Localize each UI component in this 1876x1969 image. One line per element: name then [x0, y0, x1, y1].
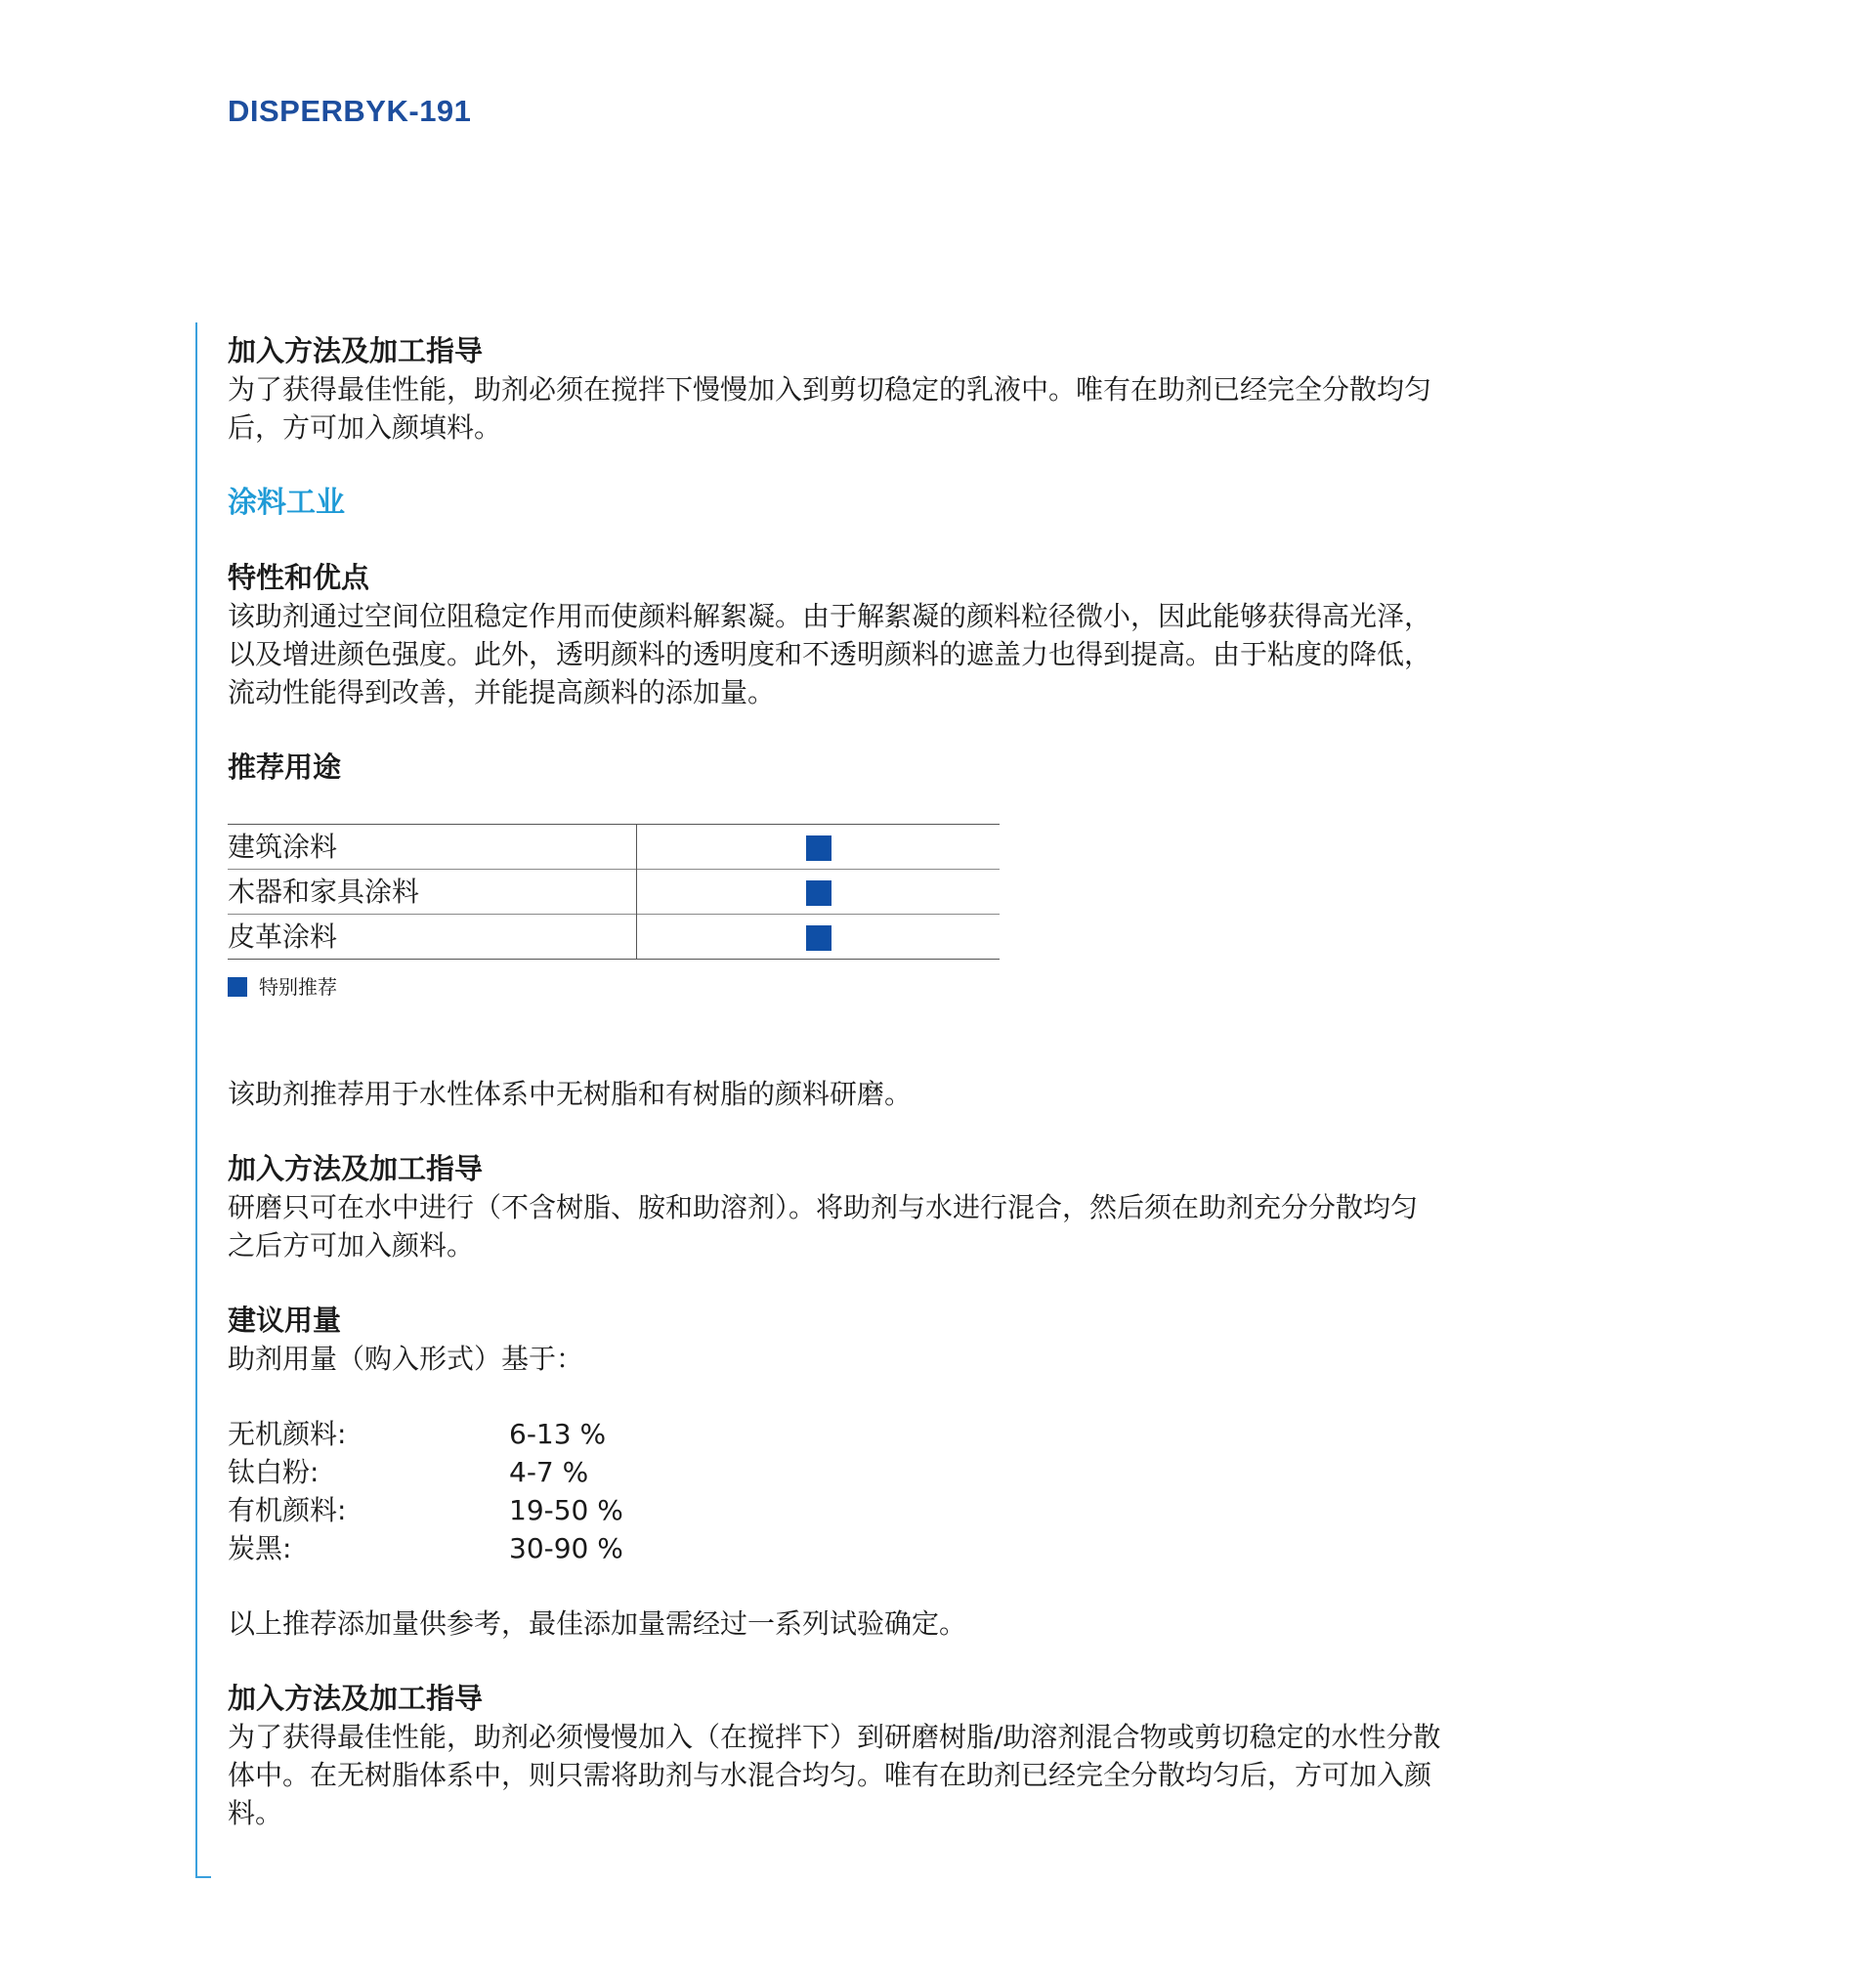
recommended-square-icon: [806, 835, 831, 861]
dosage-label: 炭黑:: [228, 1532, 292, 1564]
legend-label: 特别推荐: [259, 975, 337, 999]
usage-legend: [228, 975, 1635, 999]
final-processing-line-1: 为了获得最佳性能，助剂必须慢慢加入（在搅拌下）到研磨树脂/助溶剂混合物或剪切稳定的水性分散: [228, 1721, 1441, 1753]
features-line-2: 以及增进颜色强度。此外，透明颜料的透明度和不透明颜料的遮盖力也得到提高。由于粘度的降低，: [228, 638, 1432, 670]
list-item: [228, 1415, 1635, 1453]
usage-block: [228, 749, 1635, 999]
usage-label: 建筑涂料: [228, 825, 637, 870]
dosage-list: [228, 1415, 1635, 1567]
table-row: [228, 870, 1000, 915]
dosage-basis: 助剂用量（购入形式）基于：: [228, 1343, 584, 1375]
intro-line-2: 后，方可加入颜填料。: [228, 411, 502, 444]
legend-square-icon: [228, 977, 247, 997]
final-processing-line-3: 料。: [228, 1797, 283, 1829]
dosage-heading: 建议用量: [228, 1304, 342, 1337]
recommended-square-icon: [806, 880, 831, 906]
list-item: [228, 1491, 1635, 1529]
usage-label: 木器和家具涂料: [228, 870, 637, 915]
intro-processing-block: [228, 332, 1635, 447]
recommended-square-icon: [806, 925, 831, 951]
intro-line-1: 为了获得最佳性能，助剂必须在搅拌下慢慢加入到剪切稳定的乳液中。唯有在助剂已经完全分散均匀: [228, 373, 1432, 406]
dosage-label: 钛白粉:: [228, 1456, 320, 1488]
dosage-value: 30-90 %: [509, 1532, 623, 1564]
features-block: [228, 559, 1635, 711]
dosage-value: 4-7 %: [509, 1456, 589, 1488]
dosage-value: 19-50 %: [509, 1494, 623, 1526]
grinding-line-2: 之后方可加入颜料。: [228, 1229, 475, 1262]
final-processing-block: [228, 1680, 1635, 1832]
dosage-block: [228, 1302, 1635, 1643]
dosage-value: 6-13 %: [509, 1418, 607, 1450]
list-item: [228, 1453, 1635, 1491]
dosage-label: 有机颜料:: [228, 1494, 347, 1526]
final-processing-heading: 加入方法及加工指导: [228, 1682, 484, 1715]
list-item: [228, 1529, 1635, 1567]
table-row: [228, 915, 1000, 960]
features-line-3: 流动性能得到改善，并能提高颜料的添加量。: [228, 676, 776, 708]
dosage-label: 无机颜料:: [228, 1418, 347, 1450]
usage-label: 皮革涂料: [228, 915, 637, 960]
usage-table: [228, 824, 1000, 960]
features-line-1: 该助剂通过空间位阻稳定作用而使颜料解絮凝。由于解絮凝的颜料粒径微小，因此能够获得高光泽，: [228, 600, 1432, 632]
table-row: [228, 825, 1000, 870]
final-processing-line-2: 体中。在无树脂体系中，则只需将助剂与水混合均匀。唯有在助剂已经完全分散均匀后，方可加入颜: [228, 1759, 1432, 1791]
grinding-heading: 加入方法及加工指导: [228, 1152, 484, 1185]
section-title-coatings: 涂料工业: [228, 486, 345, 520]
usage-heading: 推荐用途: [228, 750, 342, 784]
side-accent-rule: [195, 322, 197, 1878]
usage-note: 该助剂推荐用于水性体系中无树脂和有树脂的颜料研磨。: [228, 1078, 913, 1110]
grinding-line-1: 研磨只可在水中进行（不含树脂、胺和助溶剂）。将助剂与水进行混合，然后须在助剂充分分散均匀: [228, 1191, 1419, 1223]
features-heading: 特性和优点: [228, 561, 370, 594]
dosage-note: 以上推荐添加量供参考，最佳添加量需经过一系列试验确定。: [228, 1607, 967, 1640]
intro-heading: 加入方法及加工指导: [228, 334, 484, 367]
document-body: [228, 332, 1635, 1832]
product-title: DISPERBYK-191: [228, 94, 472, 128]
grinding-processing-block: [228, 1150, 1635, 1264]
side-accent-rule-foot: [195, 1876, 211, 1878]
